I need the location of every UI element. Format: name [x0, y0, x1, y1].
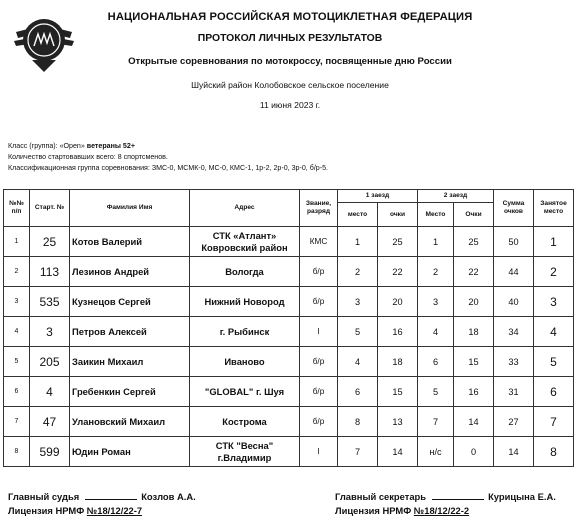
- secretary-label: Главный секретарь: [335, 491, 427, 502]
- cell-place1: 1: [338, 227, 378, 257]
- secretary-line: [335, 489, 556, 504]
- header-rank: Звание, разряд: [300, 190, 338, 227]
- table-row: [4, 437, 574, 467]
- table-row: [4, 317, 574, 347]
- cell-sum: 27: [494, 407, 534, 437]
- header-place2: Место: [418, 203, 454, 227]
- cell-points1: 18: [378, 347, 418, 377]
- cell-points2: 25: [454, 227, 494, 257]
- cell-name: Юдин Роман: [70, 437, 190, 467]
- cell-rank: КМС: [300, 227, 338, 257]
- cell-address: СТК "Весна" г.Владимир: [190, 437, 300, 467]
- cell-sum: 31: [494, 377, 534, 407]
- cell-points2: 16: [454, 377, 494, 407]
- cell-start: 4: [30, 377, 70, 407]
- federation-title: НАЦИОНАЛЬНАЯ РОССИЙСКАЯ МОТОЦИКЛЕТНАЯ ФЕДЕРАЦИЯ: [107, 11, 473, 23]
- cell-address: Вологда: [190, 257, 300, 287]
- judge-license-line: [8, 504, 142, 518]
- table-row: [4, 287, 574, 317]
- cell-points1: 13: [378, 407, 418, 437]
- cell-start: 3: [30, 317, 70, 347]
- secretary-license: №18/12/22-2: [413, 505, 470, 516]
- cell-sum: 44: [494, 257, 534, 287]
- judge-name: Козлов А.А.: [141, 491, 196, 502]
- cell-num: 6: [4, 377, 30, 407]
- participants-line: Количество стартовавших всего: 8 спортсменов.: [8, 153, 168, 161]
- judge-line: [8, 489, 196, 504]
- cell-points2: 14: [454, 407, 494, 437]
- event-title: Открытые соревнования по мотокроссу, посвященные дню России: [128, 56, 452, 67]
- header-points1: очки: [378, 203, 418, 227]
- cell-num: 5: [4, 347, 30, 377]
- cell-final: 7: [534, 407, 574, 437]
- cell-address: Кострома: [190, 407, 300, 437]
- cell-place2: 2: [418, 257, 454, 287]
- nrmf-logo: [12, 8, 76, 74]
- table-row: [4, 227, 574, 257]
- table-row: [4, 257, 574, 287]
- cell-place2: 7: [418, 407, 454, 437]
- cell-num: 2: [4, 257, 30, 287]
- header-final: Занятое место: [534, 190, 574, 227]
- header-num: №№ п/п: [4, 190, 30, 227]
- cell-place2: 6: [418, 347, 454, 377]
- cell-points2: 0: [454, 437, 494, 467]
- cell-place2: 5: [418, 377, 454, 407]
- header-race2: 2 заезд: [418, 190, 494, 203]
- cell-final: 8: [534, 437, 574, 467]
- cell-address: СТК «Атлант» Ковровский район: [190, 227, 300, 257]
- cell-start: 535: [30, 287, 70, 317]
- header-sum: Сумма очков: [494, 190, 534, 227]
- judge-label: Главный судья: [8, 491, 80, 502]
- cell-start: 47: [30, 407, 70, 437]
- cell-start: 113: [30, 257, 70, 287]
- header-start: Старт. №: [30, 190, 70, 227]
- cell-name: Лезинов Андрей: [70, 257, 190, 287]
- header-race1: 1 заезд: [338, 190, 418, 203]
- judge-license-label: Лицензия НРМФ: [8, 505, 87, 516]
- cell-name: Заикин Михаил: [70, 347, 190, 377]
- cell-num: 8: [4, 437, 30, 467]
- cell-points1: 25: [378, 227, 418, 257]
- signature-line: [432, 489, 484, 500]
- secretary-license-label: Лицензия НРМФ: [335, 505, 414, 516]
- signature-line: [85, 489, 137, 500]
- venue: Шуйский район Колобовское сельское поселение: [191, 80, 389, 90]
- cell-points1: 16: [378, 317, 418, 347]
- cell-final: 6: [534, 377, 574, 407]
- class-value: ветераны 52+: [86, 142, 135, 150]
- cell-start: 205: [30, 347, 70, 377]
- cell-points1: 22: [378, 257, 418, 287]
- cell-rank: б/р: [300, 377, 338, 407]
- protocol-title: ПРОТОКОЛ ЛИЧНЫХ РЕЗУЛЬТАТОВ: [197, 33, 383, 44]
- cell-place1: 6: [338, 377, 378, 407]
- cell-rank: I: [300, 317, 338, 347]
- cell-place2: 1: [418, 227, 454, 257]
- cell-name: Кузнецов Сергей: [70, 287, 190, 317]
- cell-address: г. Рыбинск: [190, 317, 300, 347]
- cell-place1: 7: [338, 437, 378, 467]
- cell-points2: 20: [454, 287, 494, 317]
- cell-place1: 3: [338, 287, 378, 317]
- cell-address: Иваново: [190, 347, 300, 377]
- cell-rank: б/р: [300, 407, 338, 437]
- cell-name: Улановский Михаил: [70, 407, 190, 437]
- cell-points1: 20: [378, 287, 418, 317]
- cell-place2: 3: [418, 287, 454, 317]
- cell-points2: 15: [454, 347, 494, 377]
- cell-points2: 22: [454, 257, 494, 287]
- cell-final: 5: [534, 347, 574, 377]
- class-line: [8, 142, 135, 151]
- cell-num: 7: [4, 407, 30, 437]
- cell-place2: 4: [418, 317, 454, 347]
- cell-rank: б/р: [300, 257, 338, 287]
- cell-num: 4: [4, 317, 30, 347]
- cell-points1: 15: [378, 377, 418, 407]
- cell-sum: 50: [494, 227, 534, 257]
- cell-rank: б/р: [300, 287, 338, 317]
- header-address: Адрес: [190, 190, 300, 227]
- cell-final: 1: [534, 227, 574, 257]
- header-place1: место: [338, 203, 378, 227]
- cell-final: 4: [534, 317, 574, 347]
- cell-name: Гребенкин Сергей: [70, 377, 190, 407]
- cell-place2: н/с: [418, 437, 454, 467]
- table-row: [4, 347, 574, 377]
- results-table: [3, 189, 574, 467]
- cell-sum: 33: [494, 347, 534, 377]
- cell-place1: 5: [338, 317, 378, 347]
- cell-start: 599: [30, 437, 70, 467]
- secretary-name: Курицына Е.А.: [488, 491, 556, 502]
- cell-address: Нижний Новород: [190, 287, 300, 317]
- cell-place1: 4: [338, 347, 378, 377]
- class-prefix: Класс (группа): «Open»: [8, 142, 87, 150]
- cell-rank: б/р: [300, 347, 338, 377]
- cell-points2: 18: [454, 317, 494, 347]
- cell-rank: I: [300, 437, 338, 467]
- secretary-license-line: [335, 504, 469, 518]
- table-row: [4, 377, 574, 407]
- header-points2: Очки: [454, 203, 494, 227]
- header-name: Фамилия Имя: [70, 190, 190, 227]
- cell-start: 25: [30, 227, 70, 257]
- cell-name: Котов Валерий: [70, 227, 190, 257]
- cell-final: 3: [534, 287, 574, 317]
- cell-sum: 40: [494, 287, 534, 317]
- cell-name: Петров Алексей: [70, 317, 190, 347]
- cell-address: "GLOBAL" г. Шуя: [190, 377, 300, 407]
- cell-place1: 8: [338, 407, 378, 437]
- cell-points1: 14: [378, 437, 418, 467]
- classification-line: Классификационная группа соревнования: ЗМС-0, МСМК-0, МС-0, КМС-1, 1р-2, 2р-0, 3р-0, б/р-5.: [8, 164, 329, 172]
- cell-sum: 14: [494, 437, 534, 467]
- cell-sum: 34: [494, 317, 534, 347]
- event-date: 11 июня 2023 г.: [259, 100, 321, 110]
- cell-num: 1: [4, 227, 30, 257]
- table-row: [4, 407, 574, 437]
- cell-num: 3: [4, 287, 30, 317]
- judge-license: №18/12/22-7: [86, 505, 143, 516]
- cell-final: 2: [534, 257, 574, 287]
- cell-place1: 2: [338, 257, 378, 287]
